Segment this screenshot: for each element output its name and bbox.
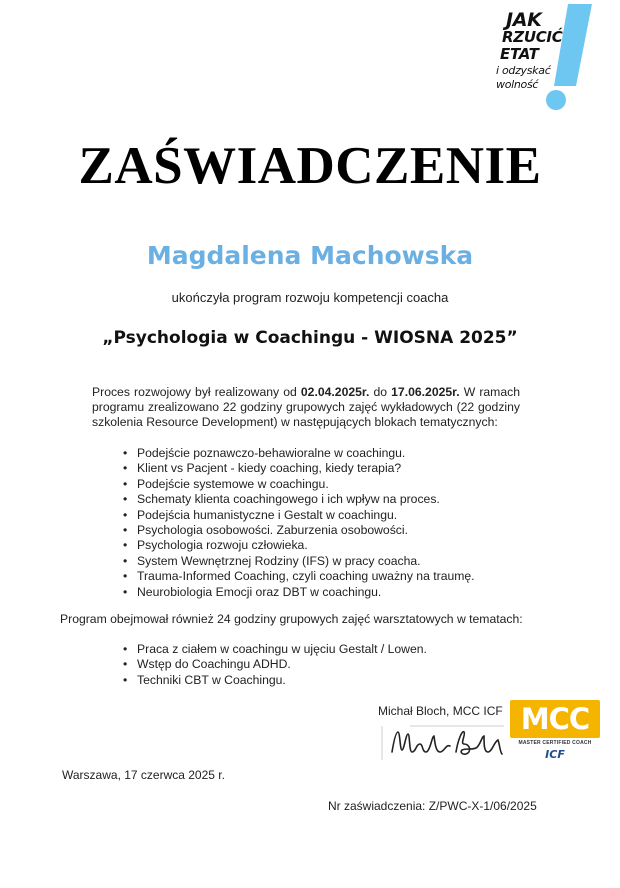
program-title: „Psychologia w Coachingu - WIOSNA 2025” bbox=[102, 328, 518, 348]
mcc-icf-badge bbox=[510, 700, 600, 766]
date-to: 17.06.2025r. bbox=[391, 385, 460, 399]
completion-statement: ukończyła program rozwoju kompetencji coacha bbox=[171, 290, 449, 305]
certificate-number: Nr zaświadczenia: Z/PWC-X-1/06/2025 bbox=[328, 799, 537, 813]
list-item: • Podejścia humanistyczne i Gestalt w coachingu. bbox=[123, 508, 475, 523]
list-item: • Neurobiologia Emocji oraz DBT w coachingu. bbox=[123, 585, 475, 600]
description-part-1: Proces rozwojowy był realizowany od bbox=[92, 385, 301, 399]
list-item: • Psychologia osobowości. Zaburzenia osobowości. bbox=[123, 523, 475, 538]
list-item: • Schematy klienta coachingowego i ich wpływ na proces. bbox=[123, 492, 475, 507]
logo-line-4: i odzyskać bbox=[496, 64, 551, 77]
recipient-name: Magdalena Machowska bbox=[146, 241, 474, 270]
list-item: • Trauma-Informed Coaching, czyli coaching uważny na traumę. bbox=[123, 569, 475, 584]
program-description bbox=[92, 385, 520, 430]
workshop-intro: Program obejmował również 24 godziny grupowych zajęć warsztatowych w tematach: bbox=[60, 612, 523, 626]
list-item: • System Wewnętrznej Rodziny (IFS) w pracy coacha. bbox=[123, 554, 475, 569]
description-part-3: W ramach programu zrealizowano 22 godziny grupowych zajęć wykładowych (22 godziny szkolenia Resource Development) w następujących blokach tematycznych: bbox=[92, 385, 520, 429]
jak-rzucic-etat-logo bbox=[490, 2, 600, 114]
list-item: • Psychologia rozwoju człowieka. bbox=[123, 538, 475, 553]
logo-line-5: wolność bbox=[496, 78, 539, 91]
signer-name: Michał Bloch, MCC ICF bbox=[378, 704, 503, 718]
date-from: 02.04.2025r. bbox=[300, 385, 370, 399]
mcc-sublabel: MASTER CERTIFIED COACH bbox=[518, 740, 592, 746]
mcc-label: MCC bbox=[520, 702, 590, 736]
list-item: • Praca z ciałem w coachingu w ujęciu Gestalt / Lowen. bbox=[123, 642, 427, 657]
list-item: • Techniki CBT w Coachingu. bbox=[123, 673, 427, 688]
list-item: • Podejście poznawczo-behawioralne w coachingu. bbox=[123, 446, 475, 461]
logo-line-1: JAK bbox=[506, 9, 542, 31]
lecture-topics-list bbox=[123, 446, 475, 600]
icf-logo: ICF bbox=[545, 748, 565, 761]
description-part-2: do bbox=[369, 385, 392, 399]
document-title: ZAŚWIADCZENIE bbox=[78, 137, 542, 195]
list-item: • Wstęp do Coachingu ADHD. bbox=[123, 657, 427, 672]
logo-line-3: ETAT bbox=[500, 45, 539, 63]
list-item: • Klient vs Pacjent - kiedy coaching, kiedy terapia? bbox=[123, 461, 475, 476]
place-and-date: Warszawa, 17 czerwca 2025 r. bbox=[62, 768, 225, 782]
logo-line-2: RZUCIĆ bbox=[502, 28, 563, 46]
workshop-topics-list bbox=[123, 642, 427, 688]
list-item: • Podejście systemowe w coachingu. bbox=[123, 477, 475, 492]
handwritten-signature bbox=[380, 722, 505, 764]
